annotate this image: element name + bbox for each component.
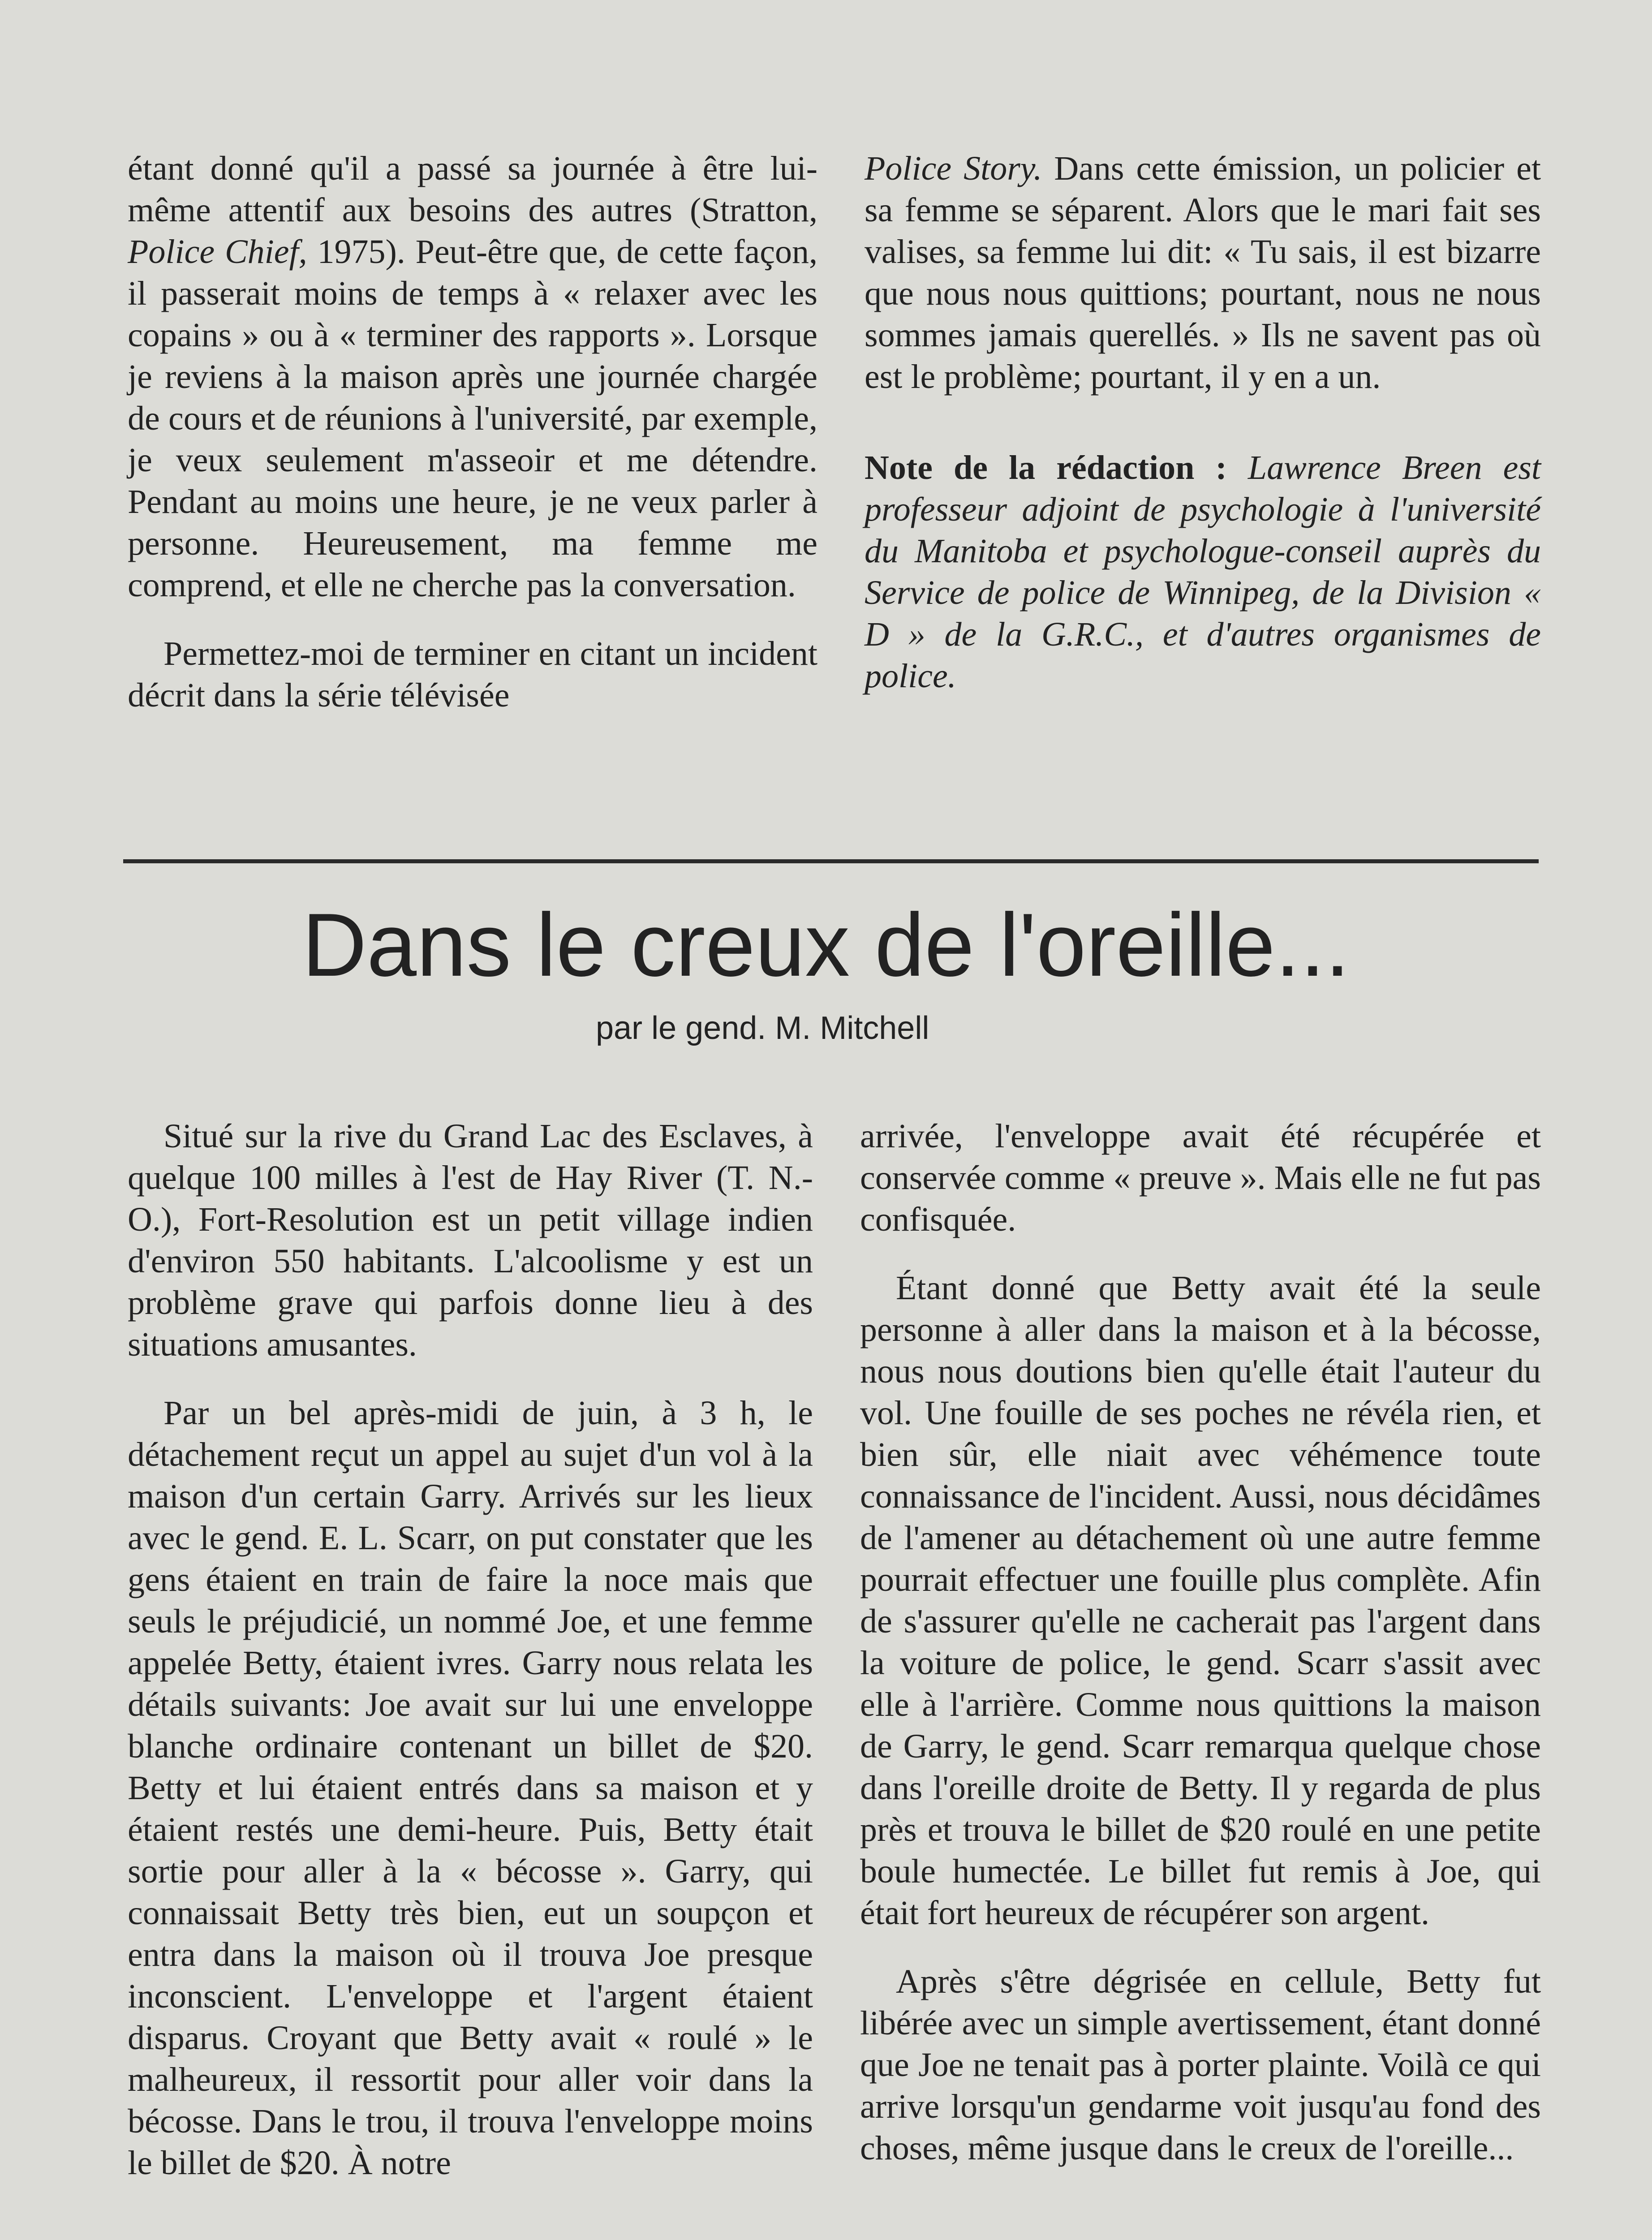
previous-article-column-left [128, 148, 817, 743]
editor-note-label: Note de la rédaction : [865, 449, 1227, 487]
paragraph: Police Story. Dans cette émission, un policier et sa femme se séparent. Alors que le mari fait ses valises, sa femme lui dit: « Tu sais, il est bizarre que nous nous quittions; pourtant, nous ne nous sommes jamais querellés. » Ils ne savent pas où est le problème; pourtant, il y en a un. [865, 150, 1541, 396]
paragraph: Par un bel après-midi de juin, à 3 h, le détachement reçut un appel au sujet d'un vol à la maison d'un certain Garry. Arrivés sur les lieux avec le gend. E. L. Scarr, on put constater que les gens étaient en train de faire la noce mais que seuls le préjudicié, un nommé Joe, et une femme appelée Betty, étaient ivres. Garry nous relata les détails suivants: Joe avait sur lui une enveloppe blanche ordinaire contenant un billet de $20. Betty et lui étaient entrés dans sa maison et y étaient restés une demi-heure. Puis, Betty était sortie pour aller à la « bécosse ». Garry, qui connaissait Betty très bien, eut un soupçon et entra dans la maison où il trouva Joe presque inconscient. L'enveloppe et l'argent étaient disparus. Croyant que Betty avait « roulé » le malheureux, il ressortit pour aller voir dans la bécosse. Dans le trou, il trouva l'enveloppe moins le billet de $20. À notre [128, 1394, 813, 2182]
editor-note-text: Lawrence Breen est professeur adjoint de psychologie à l'université du Manitoba et psychologue-conseil auprès du Service de police de Winnipeg, de la Division « D » de la G.R.C., et d'autres organismes de police. [865, 449, 1541, 695]
paragraph: Étant donné que Betty avait été la seule personne à aller dans la maison et à la bécosse, nous nous doutions bien qu'elle était l'auteur du vol. Une fouille de ses poches ne révéla rien, et bien sûr, elle niait avec véhémence toute connaissance de l'incident. Aussi, nous décidâmes de l'amener au détachement où une autre femme pourrait effectuer une fouille plus complète. Afin de s'assurer qu'elle ne cacherait pas l'argent dans la voiture de police, le gend. Scarr s'assit avec elle à l'arrière. Comme nous quittions la maison de Garry, le gend. Scarr remarqua quelque chose dans l'oreille droite de Betty. Il y regarda de plus près et trouva le billet de $20 roulé en une petite boule humectée. Le billet fut remis à Joe, qui était fort heureux de récupérer son argent. [860, 1269, 1541, 1932]
editor-note [865, 447, 1541, 697]
article-column-left [128, 1116, 813, 2211]
paragraph: Après s'être dégrisée en cellule, Betty fut libérée avec un simple avertissement, étant donné que Joe ne tenait pas à porter plainte. Voilà ce qui arrive lorsqu'un gendarme voit jusqu'au fond des choses, même jusque dans le creux de l'oreille... [860, 1963, 1541, 2167]
article-title: Dans le creux de l'oreille... [302, 895, 1350, 995]
tv-series-title: Police Story. [865, 150, 1042, 187]
citation-title: Police Chief, [128, 233, 307, 271]
paragraph: Permettez-moi de terminer en citant un incident décrit dans la série télévisée [128, 635, 817, 714]
previous-article-column-right [865, 148, 1541, 724]
section-divider [123, 859, 1539, 863]
paragraph: étant donné qu'il a passé sa journée à être lui-même attentif aux besoins des autres (Stratton, Police Chief, 1975). Peut-être que, de cette façon, il passerait moins de temps à « relaxer avec les copains » ou à « terminer des rapports ». Lorsque je reviens à la maison après une journée chargée de cours et de réunions à l'université, par exemple, je veux seulement m'asseoir et me détendre. Pendant au moins une heure, je ne veux parler à personne. Heureusement, ma femme me comprend, et elle ne cherche pas la conversation. [128, 150, 817, 604]
paragraph: arrivée, l'enveloppe avait été récupérée et conservée comme « preuve ». Mais elle ne fut pas confisquée. [860, 1117, 1541, 1238]
article-byline: par le gend. M. Mitchell [596, 1010, 929, 1046]
paragraph: Situé sur la rive du Grand Lac des Esclaves, à quelque 100 milles à l'est de Hay River (T. N.-O.), Fort-Resolution est un petit village indien d'environ 550 habitants. L'alcoolisme y est un problème grave qui parfois donne lieu à des situations amusantes. [128, 1117, 813, 1363]
article-column-right [860, 1116, 1541, 2196]
